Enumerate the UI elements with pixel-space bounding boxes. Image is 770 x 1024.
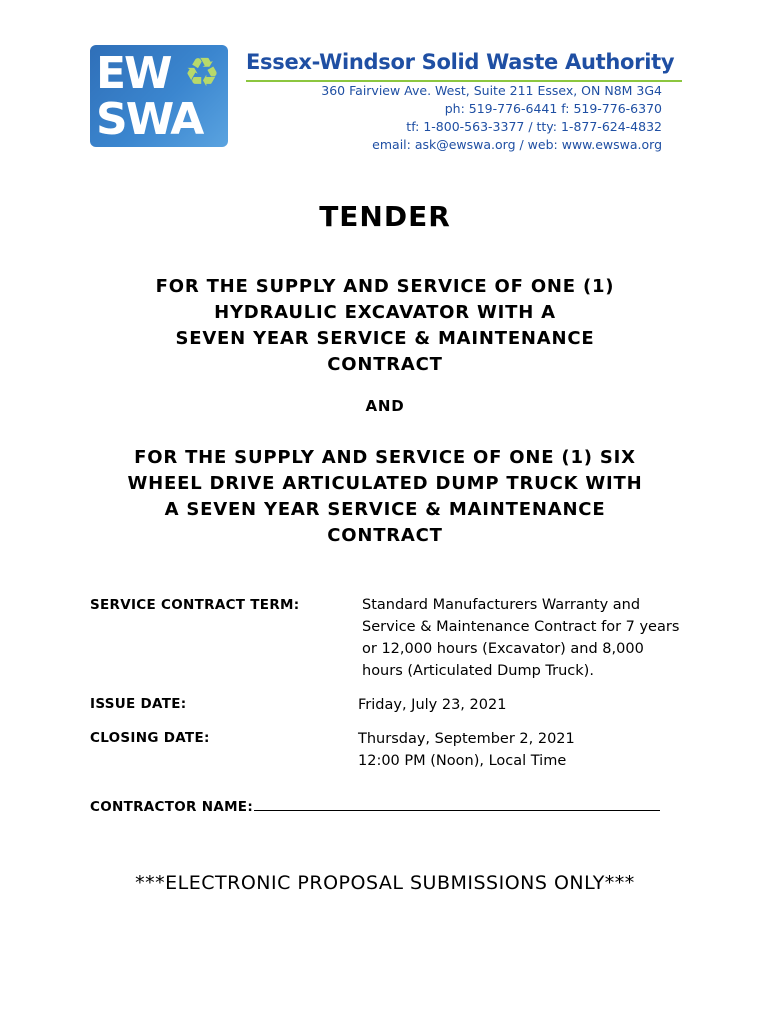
service-term-label: SERVICE CONTRACT TERM: [90,597,300,613]
heading-line: HYDRAULIC EXCAVATOR WITH A [214,302,556,323]
heading-line: A SEVEN YEAR SERVICE & MAINTENANCE [164,499,606,520]
term-line: Standard Manufacturers Warranty and [362,597,641,613]
closing-line: 12:00 PM (Noon), Local Time [358,753,567,769]
tender-heading-dump-truck [0,445,770,549]
heading-line: FOR THE SUPPLY AND SERVICE OF ONE (1) SIX [134,447,636,468]
logo-text-bottom: SWA [96,94,203,145]
term-line: Service & Maintenance Contract for 7 years [362,619,680,635]
closing-date-value [358,728,575,772]
organization-name: Essex-Windsor Solid Waste Authority [246,50,675,74]
term-line: hours (Articulated Dump Truck). [362,663,594,679]
contractor-name-label: CONTRACTOR NAME: [90,799,254,815]
heading-line: CONTRACT [327,354,443,375]
submission-notice: ***ELECTRONIC PROPOSAL SUBMISSIONS ONLY*** [135,872,635,894]
phone-line: ph: 519-776-6441 f: 519-776-6370 [444,101,662,116]
document-title: TENDER [319,200,451,233]
heading-line: SEVEN YEAR SERVICE & MAINTENANCE [175,328,595,349]
contractor-name-row [90,797,660,815]
tender-heading-excavator [0,274,770,378]
email-web-line: email: ask@ewswa.org / web: www.ewswa.org [372,137,662,152]
contact-block [321,82,662,154]
service-term-value [362,594,679,682]
term-line: or 12,000 hours (Excavator) and 8,000 [362,641,644,657]
heading-connector: AND [365,397,405,415]
closing-date-label: CLOSING DATE: [90,730,210,746]
logo-text-top: EW [96,48,171,99]
issue-date-label: ISSUE DATE: [90,696,187,712]
closing-line: Thursday, September 2, 2021 [358,731,575,747]
address-line: 360 Fairview Ave. West, Suite 211 Essex, ON N8M 3G4 [321,83,662,98]
tollfree-line: tf: 1-800-563-3377 / tty: 1-877-624-4832 [406,119,662,134]
recycle-icon: ♻ [184,50,220,96]
issue-date-value: Friday, July 23, 2021 [358,697,507,713]
heading-line: CONTRACT [327,525,443,546]
contractor-name-blank[interactable] [254,797,660,811]
ewswa-logo [90,45,228,147]
heading-line: FOR THE SUPPLY AND SERVICE OF ONE (1) [155,276,615,297]
heading-line: WHEEL DRIVE ARTICULATED DUMP TRUCK WITH [127,473,643,494]
